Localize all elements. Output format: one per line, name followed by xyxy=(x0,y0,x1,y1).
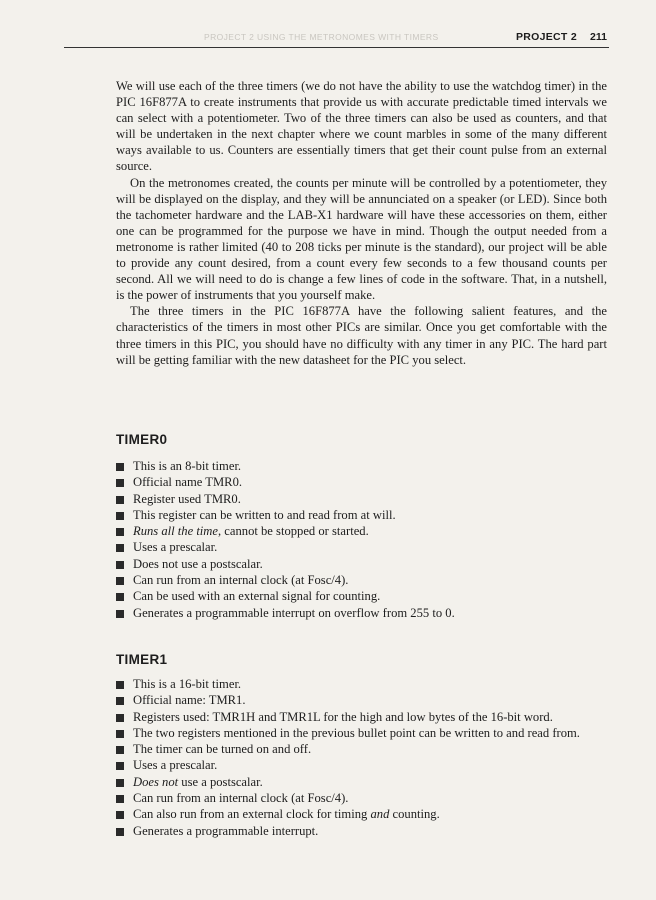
bullet-text-pre: Can be used with an external signal for counting. xyxy=(133,589,381,604)
bullet-text-em: Does not xyxy=(133,774,179,789)
square-bullet-icon xyxy=(116,681,124,689)
page-header xyxy=(64,31,609,48)
square-bullet-icon xyxy=(116,714,124,722)
bullet-text-pre: Can run from an internal clock (at Fosc/4). xyxy=(133,573,349,588)
body-text xyxy=(116,78,607,368)
bullet-item xyxy=(116,588,616,604)
bullet-item xyxy=(116,725,616,741)
chapter-label: PROJECT 2 xyxy=(515,31,577,43)
bullet-text-pre: Official name TMR0. xyxy=(133,475,243,490)
square-bullet-icon xyxy=(116,512,124,520)
bullet-item xyxy=(116,539,616,555)
square-bullet-icon xyxy=(116,746,124,754)
square-bullet-icon xyxy=(116,577,124,585)
square-bullet-icon xyxy=(116,811,124,819)
bullet-item xyxy=(116,491,616,507)
section-title-timer1: TIMER1 xyxy=(116,652,168,667)
paragraph-intro: We will use each of the three timers (we do not have the ability to use the watchdog timer) in the PIC 16F877A to create instruments that provide us with accurate predictable timed intervals we can select with a potentiometer. Two of the three timers can also be used as counters, and that will be undertaken in the next chapter where we count marbles in some of the many different ways available to us. Counters are essentially timers that get their count pulse from an external source. xyxy=(116,79,607,174)
bullet-text-pre: Generates a programmable interrupt. xyxy=(133,823,319,838)
bullet-text-pre: The timer can be turned on and off. xyxy=(133,742,312,757)
timer0-feature-list xyxy=(116,458,616,621)
bullet-text-post: use a postscalar. xyxy=(178,774,263,789)
bullet-text-pre: This is a 16-bit timer. xyxy=(133,677,242,691)
bullet-item xyxy=(116,790,616,806)
square-bullet-icon xyxy=(116,697,124,705)
bullet-item xyxy=(116,523,616,539)
bullet-item xyxy=(116,757,616,773)
bullet-text-pre: The two registers mentioned in the previous bullet point can be written to and read from. xyxy=(133,725,580,740)
bullet-item xyxy=(116,507,616,523)
square-bullet-icon xyxy=(116,479,124,487)
bullet-text-pre: Can also run from an external clock for timing xyxy=(133,807,371,822)
bullet-text-pre: Can run from an internal clock (at Fosc/4). xyxy=(133,791,349,806)
bullet-text-em: and xyxy=(370,807,390,822)
bullet-item xyxy=(116,556,616,572)
bullet-text-pre: Registers used: TMR1H and TMR1L for the high and low bytes of the 16-bit word. xyxy=(133,709,553,724)
bullet-item xyxy=(116,676,616,692)
page-number: 211 xyxy=(590,31,607,43)
bullet-text-pre: Does not use a postscalar. xyxy=(133,556,263,571)
bullet-item xyxy=(116,692,616,708)
square-bullet-icon xyxy=(116,528,124,536)
bullet-item xyxy=(116,458,616,474)
timer1-feature-list xyxy=(116,676,616,839)
square-bullet-icon xyxy=(116,561,124,569)
bullet-item xyxy=(116,709,616,725)
square-bullet-icon xyxy=(116,610,124,618)
section-title-timer0: TIMER0 xyxy=(116,432,168,447)
bullet-item xyxy=(116,572,616,588)
bullet-text-pre: Generates a programmable interrupt on overflow from 255 to 0. xyxy=(133,605,455,620)
square-bullet-icon xyxy=(116,496,124,504)
bullet-text-pre: Uses a prescalar. xyxy=(133,540,218,555)
square-bullet-icon xyxy=(116,795,124,803)
square-bullet-icon xyxy=(116,762,124,770)
paragraph-timer-features: The three timers in the PIC 16F877A have the following salient features, and the characteristics of the timers in most other PICs are similar. Once you get comfortable with the three timers in this PIC, you should have no difficulty with any timer in any PIC. The hard part will be getting familiar with the new datasheet for the PIC you select. xyxy=(116,304,607,367)
square-bullet-icon xyxy=(116,544,124,552)
bullet-item xyxy=(116,774,616,790)
bullet-text-pre: Uses a prescalar. xyxy=(133,758,218,773)
square-bullet-icon xyxy=(116,828,124,836)
bullet-text-pre: This is an 8-bit timer. xyxy=(133,459,242,473)
square-bullet-icon xyxy=(116,593,124,601)
bullet-item xyxy=(116,741,616,757)
square-bullet-icon xyxy=(116,730,124,738)
bullet-item xyxy=(116,474,616,490)
paragraph-metronomes: On the metronomes created, the counts per minute will be controlled by a potentiometer, they will be displayed on the display, and they will be annunciated on a speaker (or LED). Since both the tachometer hardware and the LAB-X1 hardware will have these accessories on them, either one can be programmed for the purpose we have in mind. Though the output needed from a metronome is rather limited (40 to 208 ticks per minute is the standard), our project will be able to provide any count desired, from a count every few seconds to a few thousand counts per second. All we will need to do is change a few lines of code in the software. That, in a nutshell, is the power of instruments that you yourself make. xyxy=(116,175,607,303)
bullet-text-pre: Official name: TMR1. xyxy=(133,693,246,708)
bullet-text-post: , cannot be stopped or started. xyxy=(218,524,369,539)
bullet-text-em: Runs all the time xyxy=(133,524,218,539)
square-bullet-icon xyxy=(116,779,124,787)
bullet-text-post: counting. xyxy=(389,807,440,822)
square-bullet-icon xyxy=(116,463,124,471)
bullet-item xyxy=(116,605,616,621)
bullet-item xyxy=(116,806,616,822)
bullet-text-pre: Register used TMR0. xyxy=(133,491,241,506)
bleed-through-running-head: PROJECT 2 USING THE METRONOMES WITH TIMERS xyxy=(204,32,439,42)
bullet-item xyxy=(116,823,616,839)
bullet-text-pre: This register can be written to and read from at will. xyxy=(133,507,396,522)
